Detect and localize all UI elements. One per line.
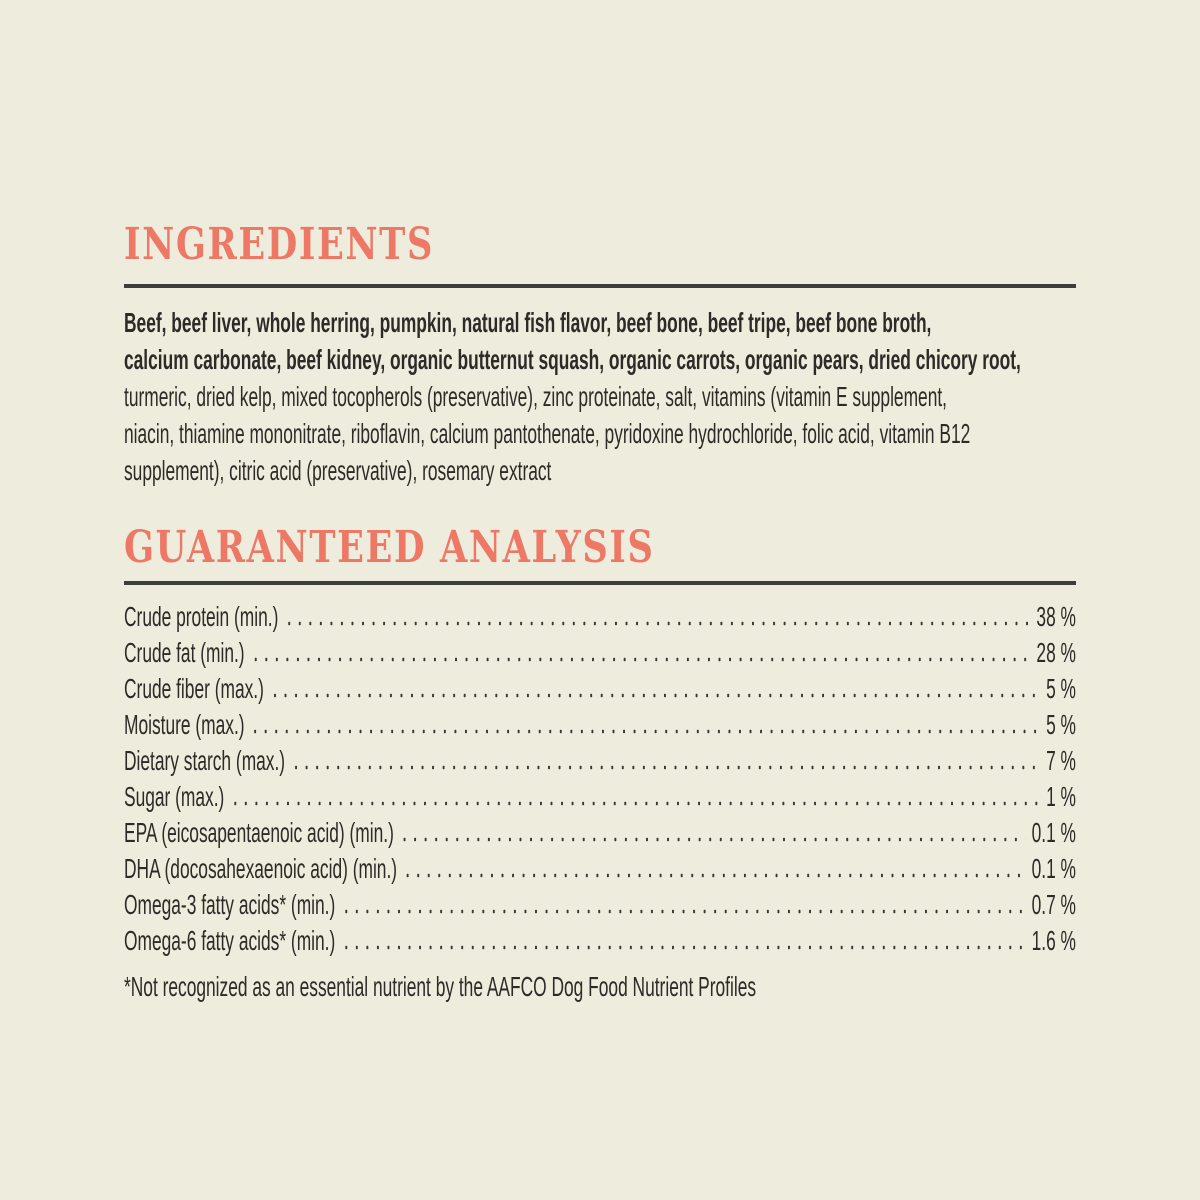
guaranteed-analysis-heading	[124, 522, 1076, 573]
analysis-value: 5 %	[1046, 673, 1076, 704]
ingredient-line: niacin, thiamine mononitrate, riboflavin, calcium pantothenate, pyridoxine hydrochloride, folic acid, vitamin B12	[124, 418, 971, 449]
dot-leader	[341, 945, 1026, 950]
analysis-value: 0.1 %	[1031, 853, 1076, 884]
analysis-value: 1.6 %	[1031, 925, 1076, 956]
ingredients-section	[124, 0, 1076, 268]
analysis-value: 1 %	[1046, 781, 1076, 812]
analysis-table	[124, 599, 1076, 959]
analysis-label: Moisture (max.)	[124, 709, 245, 740]
dot-leader	[250, 657, 1030, 662]
ingredients-rule	[124, 284, 1076, 288]
dot-leader	[291, 765, 1040, 770]
guaranteed-analysis-rule	[124, 581, 1076, 585]
analysis-value: 0.1 %	[1031, 817, 1076, 848]
analysis-row	[124, 635, 1076, 671]
analysis-row	[124, 671, 1076, 707]
analysis-label: Crude fiber (max.)	[124, 673, 264, 704]
analysis-row	[124, 599, 1076, 635]
aafco-footnote: *Not recognized as an essential nutrient by the AAFCO Dog Food Nutrient Profiles	[124, 971, 757, 1002]
analysis-row	[124, 779, 1076, 815]
analysis-row	[124, 743, 1076, 779]
analysis-value: 0.7 %	[1031, 889, 1076, 920]
dot-leader	[399, 837, 1025, 842]
analysis-value: 28 %	[1036, 637, 1076, 668]
analysis-value: 38 %	[1036, 601, 1076, 632]
analysis-row	[124, 923, 1076, 959]
ingredients-heading	[124, 219, 1076, 270]
dot-leader	[269, 693, 1039, 698]
analysis-row	[124, 707, 1076, 743]
dot-leader	[341, 909, 1026, 914]
analysis-label: Crude fat (min.)	[124, 637, 245, 668]
analysis-label: Omega-6 fatty acids* (min.)	[124, 925, 336, 956]
dot-leader	[284, 621, 1030, 626]
dot-leader	[250, 729, 1040, 734]
analysis-value: 5 %	[1046, 709, 1076, 740]
ingredient-line: turmeric, dried kelp, mixed tocopherols (preservative), zinc proteinate, salt, vitamins (vitamin E supplement,	[124, 381, 948, 412]
analysis-value: 7 %	[1046, 745, 1076, 776]
analysis-row	[124, 887, 1076, 923]
analysis-label: Sugar (max.)	[124, 781, 225, 812]
guaranteed-analysis-heading-text: GUARANTEED ANALYSIS	[124, 522, 655, 573]
analysis-label: Omega-3 fatty acids* (min.)	[124, 889, 336, 920]
ingredients-heading-text: INGREDIENTS	[124, 219, 434, 270]
analysis-label: DHA (docosahexaenoic acid) (min.)	[124, 853, 398, 884]
dot-leader	[403, 873, 1026, 878]
ingredient-line: Beef, beef liver, whole herring, pumpkin, natural fish flavor, beef bone, beef tripe, beef bone broth,	[124, 307, 932, 338]
dot-leader	[230, 801, 1040, 806]
analysis-label: Dietary starch (max.)	[124, 745, 286, 776]
analysis-label: EPA (eicosapentaenoic acid) (min.)	[124, 817, 394, 848]
guaranteed-analysis-section	[124, 522, 1076, 573]
analysis-label: Crude protein (min.)	[124, 601, 279, 632]
analysis-row	[124, 815, 1076, 851]
ingredients-text	[124, 304, 1076, 489]
ingredient-line: supplement), citric acid (preservative), rosemary extract	[124, 455, 552, 486]
analysis-row	[124, 851, 1076, 887]
ingredient-line: calcium carbonate, beef kidney, organic butternut squash, organic carrots, organic pears, dried chicory root,	[124, 344, 1021, 375]
